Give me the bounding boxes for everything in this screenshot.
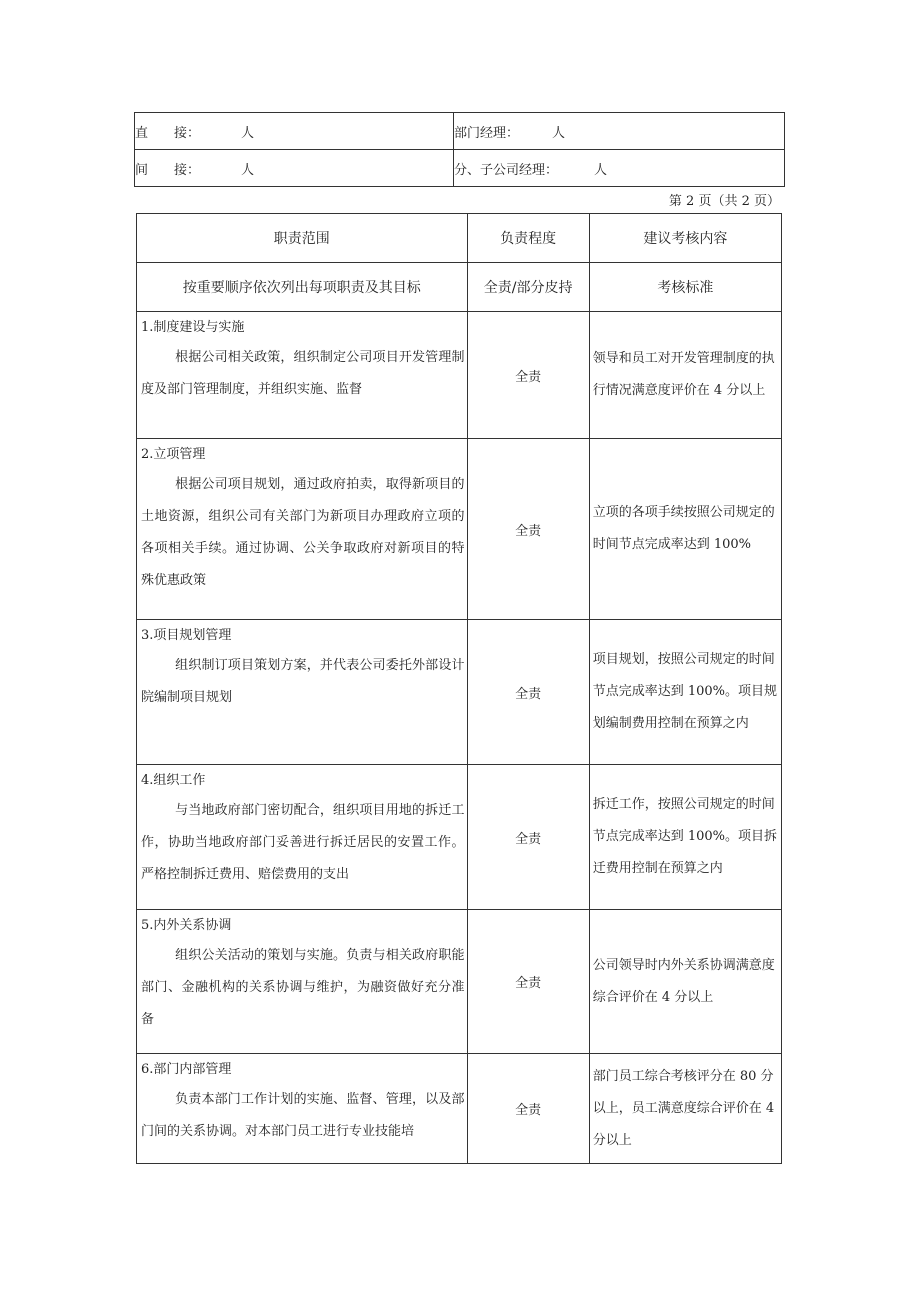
responsibility-level: 全责: [467, 910, 589, 1054]
assessment-standard: 项目规划，按照公司规定的时间节点完成率达到 100%。项目规划编制费用控制在预算之内: [589, 620, 781, 765]
duty-title: 4.组织工作: [141, 773, 206, 788]
responsibility-level: 全责: [467, 439, 589, 620]
subheader-row: [137, 263, 782, 312]
subordinates-row-2: [135, 150, 785, 187]
header-row: [137, 214, 782, 263]
duty-row: [137, 620, 782, 765]
responsibility-level: 全责: [467, 620, 589, 765]
assessment-standard: 立项的各项手续按照公司规定的时间节点完成率达到 100%: [589, 439, 781, 620]
duty-description: 与当地政府部门密切配合，组织项目用地的拆迁工作，协助当地政府部门妥善进行拆迁居民的安置工作。严格控制拆迁费用、赔偿费用的支出: [141, 803, 465, 882]
duty-title: 2.立项管理: [141, 447, 206, 462]
indirect-label: 间 接：: [135, 162, 201, 178]
direct-cell: [135, 113, 454, 150]
duty-description: 根据公司相关政策，组织制定公司项目开发管理制度及部门管理制度，并组织实施、监督: [141, 350, 465, 397]
col1-subheader: 按重要顺序依次列出每项职责及其目标: [137, 263, 468, 312]
subordinates-table: [134, 112, 785, 187]
duty-title: 3.项目规划管理: [141, 628, 232, 643]
duty-title: 5.内外关系协调: [141, 918, 232, 933]
duty-cell: [137, 620, 468, 765]
duty-row: [137, 910, 782, 1054]
col2-header: 负责程度: [467, 214, 589, 263]
page-number: 第 2 页（共 2 页）: [668, 194, 780, 209]
sub-manager-label: 分、子公司经理：: [454, 162, 559, 178]
duty-cell: [137, 765, 468, 910]
responsibility-level: 全责: [467, 765, 589, 910]
duty-title: 6.部门内部管理: [141, 1062, 232, 1077]
assessment-standard: 领导和员工对开发管理制度的执行情况满意度评价在 4 分以上: [589, 312, 781, 439]
dept-manager-value: 人: [552, 125, 566, 141]
responsibility-level: 全责: [467, 1054, 589, 1164]
duty-description: 组织公关活动的策划与实施。负责与相关政府职能部门、金融机构的关系协调与维护，为融资做好充分准备: [141, 948, 465, 1027]
duties-table: [136, 213, 782, 1164]
indirect-cell: [135, 150, 454, 187]
duty-row: [137, 765, 782, 910]
duty-row: [137, 1054, 782, 1164]
subordinates-row-1: [135, 113, 785, 150]
sub-manager-value: 人: [594, 162, 608, 178]
duty-row: [137, 312, 782, 439]
duty-description: 组织制订项目策划方案，并代表公司委托外部设计院编制项目规划: [141, 658, 465, 705]
col3-header: 建议考核内容: [589, 214, 781, 263]
direct-label: 直 接：: [135, 125, 201, 141]
assessment-standard: 部门员工综合考核评分在 80 分以上，员工满意度综合评价在 4 分以上: [589, 1054, 781, 1164]
dept-manager-cell: [454, 113, 785, 150]
responsibility-level: 全责: [467, 312, 589, 439]
direct-value: 人: [241, 125, 255, 141]
duty-title: 1.制度建设与实施: [141, 320, 245, 335]
assessment-standard: 拆迁工作，按照公司规定的时间节点完成率达到 100%。项目拆迁费用控制在预算之内: [589, 765, 781, 910]
sub-manager-cell: [454, 150, 785, 187]
dept-manager-label: 部门经理：: [454, 125, 520, 141]
duty-cell: [137, 312, 468, 439]
duty-row: [137, 439, 782, 620]
col2-subheader: 全责/部分皮持: [467, 263, 589, 312]
assessment-standard: 公司领导时内外关系协调满意度综合评价在 4 分以上: [589, 910, 781, 1054]
col3-subheader: 考核标准: [589, 263, 781, 312]
col1-header: 职责范围: [137, 214, 468, 263]
duty-description: 根据公司项目规划，通过政府拍卖，取得新项目的土地资源，组织公司有关部门为新项目办理政府立项的各项相关手续。通过协调、公关争取政府对新项目的特殊优惠政策: [141, 477, 465, 588]
indirect-value: 人: [241, 162, 255, 178]
duty-description: 负责本部门工作计划的实施、监督、管理，以及部门间的关系协调。对本部门员工进行专业技能培: [141, 1092, 465, 1139]
duty-cell: [137, 439, 468, 620]
duty-cell: [137, 910, 468, 1054]
duty-cell: [137, 1054, 468, 1164]
